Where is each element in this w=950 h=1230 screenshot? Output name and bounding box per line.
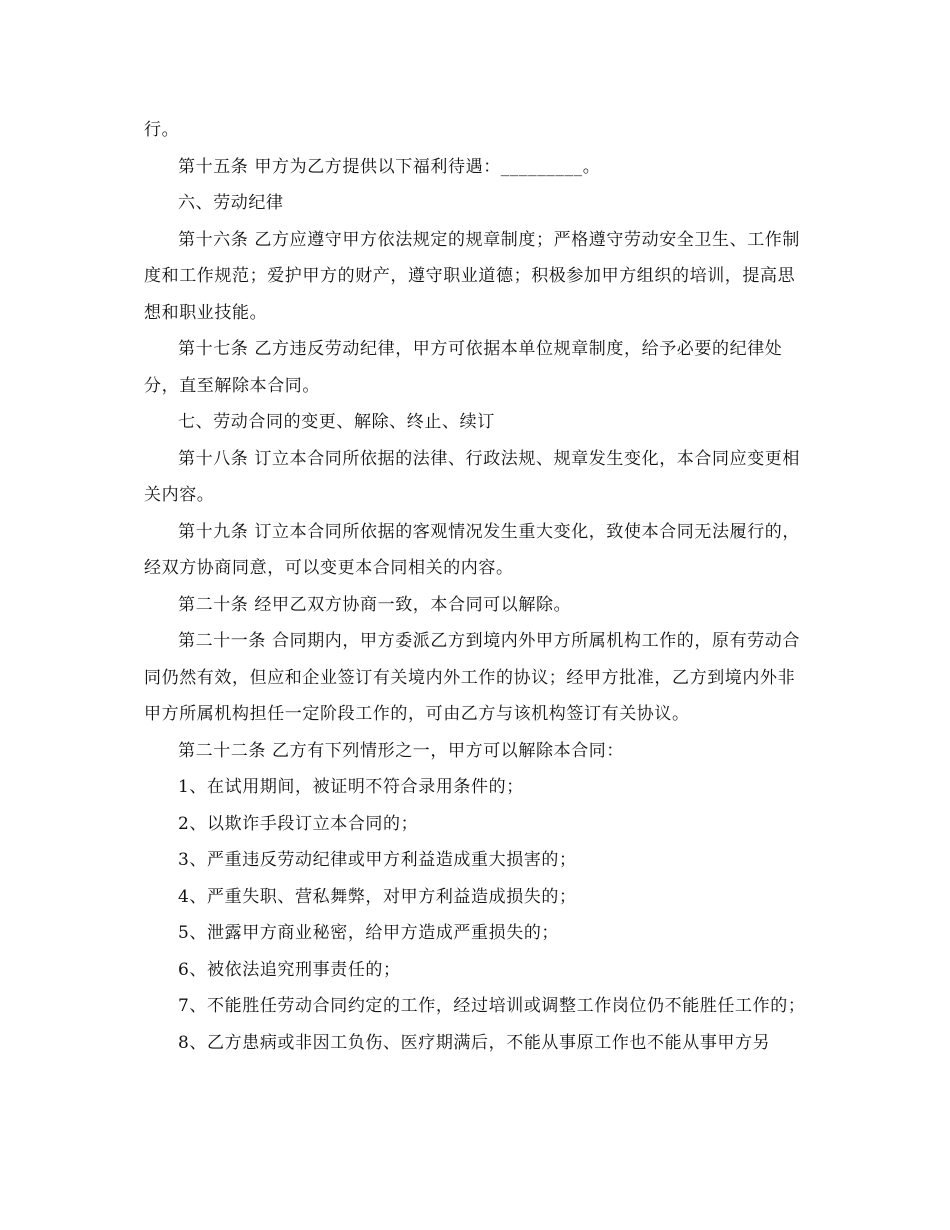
paragraph: 第二十一条 合同期内，甲方委派乙方到境内外甲方所属机构工作的，原有劳动合同仍然有效，但应和企业签订有关境内外工作的协议；经甲方批准，乙方到境内外非甲方所属机构担任一定阶段工作的，可由乙方与该机构签订有关协议。 [144,631,801,724]
paragraph: 第二十条 经甲乙双方协商一致，本合同可以解除。 [178,594,572,615]
list-item: 6、被依法追究刑事责任的； [178,959,401,980]
paragraph: 第二十二条 乙方有下列情形之一，甲方可以解除本合同： [178,740,625,761]
list-item: 8、乙方患病或非因工负伤、医疗期满后，不能从事原工作也不能从事甲方另 [178,1032,771,1053]
list-item: 5、泄露甲方商业秘密，给甲方造成严重损失的； [178,923,560,943]
document-body [144,112,808,1061]
paragraph: 第十六条 乙方应遵守甲方依法规定的规章制度；严格遵守劳动安全卫生、工作制度和工作规范；爱护甲方的财产，遵守职业道德；积极参加甲方组织的培训，提高思想和职业技能。 [144,229,801,323]
paragraph: 第十八条 订立本合同所依据的法律、行政法规、规章发生变化，本合同应变更相关内容。 [144,448,801,505]
list-item: 2、以欺诈手段订立本合同的； [178,813,419,834]
list-item: 4、严重失职、营私舞弊，对甲方利益造成损失的； [178,886,577,907]
list-item: 7、不能胜任劳动合同约定的工作，经过培训或调整工作岗位仍不能胜任工作的； [178,996,806,1016]
paragraph: 第十五条 甲方为乙方提供以下福利待遇：_________。 [178,156,601,177]
paragraph: 第十七条 乙方违反劳动纪律，甲方可依据本单位规章制度，给予必要的纪律处分，直至解除本合同。 [144,339,783,396]
paragraph: 行。 [144,120,180,140]
list-item: 1、在试用期间，被证明不符合录用条件的； [178,777,524,797]
section-heading: 六、劳动纪律 [178,193,284,213]
paragraph: 第十九条 订立本合同所依据的客观情况发生重大变化，致使本合同无法履行的，经双方协商同意，可以变更本合同相关的内容。 [144,521,801,578]
section-heading: 七、劳动合同的变更、解除、终止、续订 [178,412,495,432]
list-item: 3、严重违反劳动纪律或甲方利益造成重大损害的； [178,850,577,870]
